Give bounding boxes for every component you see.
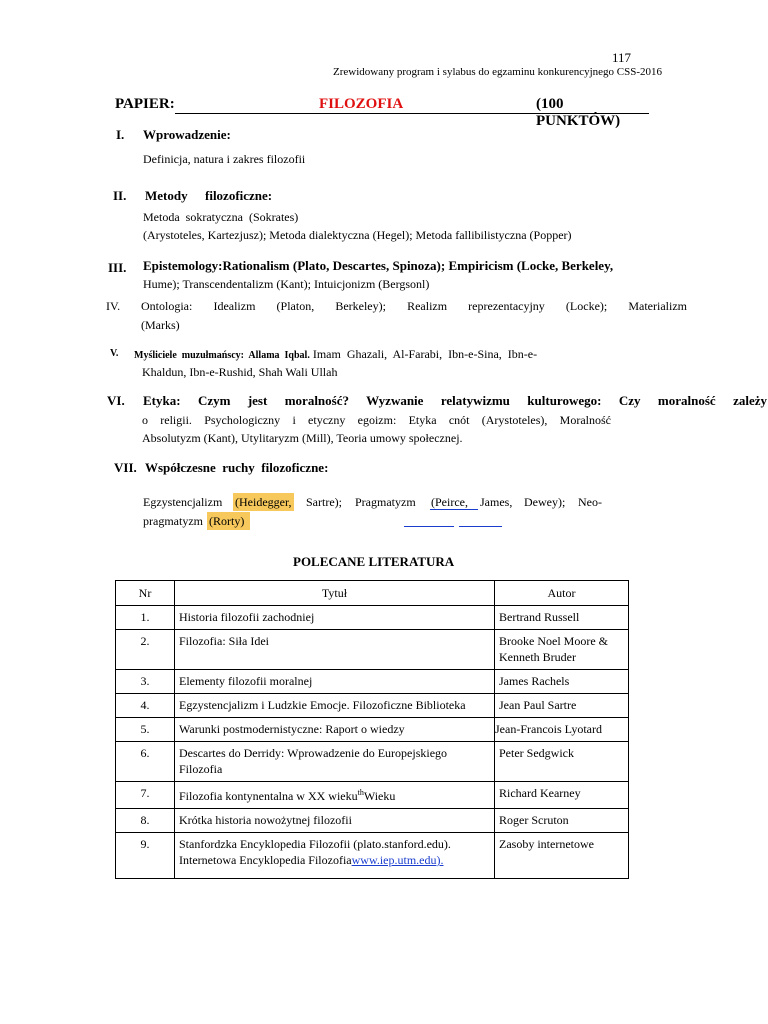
row-title [175,833,495,879]
paper-heading [115,96,649,129]
row-nr: 2. [116,630,175,670]
table-row [116,718,629,742]
section-2-number: II. [113,188,127,203]
row-title-part-a: Filozofia kontynentalna w XX wieku [179,789,358,803]
section-3-line-2 [143,275,429,293]
table-row [116,742,629,782]
row-nr: 1. [116,606,175,630]
paper-underline [175,113,649,114]
table-row [116,782,629,809]
row-title-sup: th [357,788,364,797]
row-title: Egzystencjalizm i Ludzkie Emocje. Filozoficzne Biblioteka [175,694,495,718]
section-1-text: Definicja, natura i zakres filozofii [143,152,306,166]
row-nr: 8. [116,809,175,833]
row-nr: 6. [116,742,175,782]
row-author: James Rachels [495,670,629,694]
section-7-l1-d: (Peirce, [431,495,468,509]
link-underline-3 [459,526,502,527]
col-title-header: Tytuł [175,581,495,606]
row-title: Krótka historia nowożytnej filozofii [175,809,495,833]
row-nr: 9. [116,833,175,879]
row-author: Bertrand Russell [495,606,629,630]
paper-label: PAPIER: [115,96,175,112]
section-7-title: Współczesne ruchy filozoficzne: [145,460,329,475]
section-5-number: V. [110,348,119,359]
section-7-number: VII. [114,460,137,475]
row-title-part-a: Stanfordzka Encyklopedia Filozofii (plato.stanford.edu). Internetowa Encyklopedia Filozofia [179,837,451,867]
section-7-l1-e: James, [480,495,513,509]
section-1-number: I. [116,127,125,142]
literature-table [115,580,629,879]
section-6-line-1: Etyka: Czym jest moralność? Wyzwanie relatywizmu kulturowego: Czy moralność zależy [143,393,767,408]
row-author: Peter Sedgwick [495,742,629,782]
section-5-bold: Myśliciele muzułmańscy: Allama Iqbal. [134,350,310,361]
col-author-header: Autor [495,581,629,606]
table-header-row [116,581,629,606]
section-2-title-b: filozoficzne: [205,188,273,203]
section-2-line-1: Metoda sokratyczna (Sokrates) [143,210,299,224]
row-nr: 3. [116,670,175,694]
section-5-line-1 [134,345,537,365]
row-title [175,782,495,809]
row-nr: 5. [116,718,175,742]
iep-link[interactable]: www.iep.utm.edu [351,853,437,867]
table-row [116,833,629,879]
row-author: Richard Kearney [495,782,629,809]
section-7-l1-c: Pragmatyzm [355,495,416,509]
section-7-l1-g: Neo- [578,495,602,509]
row-title-part-b: Wieku [363,789,396,803]
row-nr: 7. [116,782,175,809]
section-3-number: III. [108,260,127,275]
table-row [116,694,629,718]
link-underline-2 [404,526,454,527]
row-title: Descartes do Derridy: Wprowadzenie do Europejskiego Filozofia [175,742,495,782]
section-4-number: IV. [106,299,121,313]
section-4-line-2: (Marks) [141,318,180,332]
row-nr: 4. [116,694,175,718]
section-7-heidegger: (Heidegger, [235,495,292,509]
row-title: Warunki postmodernistyczne: Raport o wiedzy [175,718,495,742]
row-title-part-b: ). [436,853,444,867]
table-row [116,809,629,833]
section-7-l1-f: Dewey); [524,495,566,509]
section-7-rorty: (Rorty) [207,512,250,530]
row-author: Roger Scruton [495,809,629,833]
table-row [116,670,629,694]
row-title: Historia filozofii zachodniej [175,606,495,630]
section-6-line-3: Absolutyzm (Kant), Utylitaryzm (Mill), Teoria umowy społecznej. [142,431,463,445]
section-3-line-1: Epistemology:Rationalism (Plato, Descartes, Spinoza); Empiricism (Locke, Berkeley, [143,258,614,273]
section-2-title-a: Metody [145,188,188,203]
paper-points: (100 PUNKTÓW) [536,96,621,129]
section-2-line-2: (Arystoteles, Kartezjusz); Metoda dialektyczna (Hegel); Metoda fallibilistyczna (Popper) [143,228,572,242]
table-row [116,630,629,670]
literature-title: POLECANE LITERATURA [293,554,455,569]
table-row [116,606,629,630]
row-author: Zasoby internetowe [495,833,629,879]
row-author: Jean-Francois Lyotard [495,718,629,742]
section-3-hume: Hume) [143,277,177,291]
section-6-line-2: o religii. Psychologiczny i etyczny egoizm: Etyka cnót (Arystoteles), Moralność [142,413,611,427]
page-number: 117 [612,50,632,65]
section-3-line-2-rest: ; Transcendentalizm (Kant); Intuicjonizm (Bergsonl) [176,277,430,291]
section-1-title: Wprowadzenie: [143,127,231,142]
document-subtitle: Zrewidowany program i sylabus do egzaminu konkurencyjnego CSS-2016 [333,66,663,78]
paper-subject: FILOZOFIA [319,96,404,112]
col-nr-header: Nr [116,581,175,606]
row-title: Elementy filozofii moralnej [175,670,495,694]
section-7-l2-a: pragmatyzm [143,514,203,528]
section-5-line-2: Khaldun, Ibn-e-Rushid, Shah Wali Ullah [142,365,338,379]
row-title: Filozofia: Siła Idei [175,630,495,670]
section-7-l1-a: Egzystencjalizm [143,495,223,509]
section-5-line-1-rest: Imam Ghazali, Al-Farabi, Ibn-e-Sina, Ibn-e- [309,347,538,361]
row-author: Jean Paul Sartre [495,694,629,718]
row-author: Brooke Noel Moore & Kenneth Bruder [495,630,629,670]
section-4-line-1: Ontologia: Idealizm (Platon, Berkeley); Realizm reprezentacyjny (Locke); Materializm [141,299,687,313]
section-7-l1-b: Sartre); [306,495,342,509]
section-6-number: VI. [107,393,125,408]
link-underline-1 [430,509,478,510]
